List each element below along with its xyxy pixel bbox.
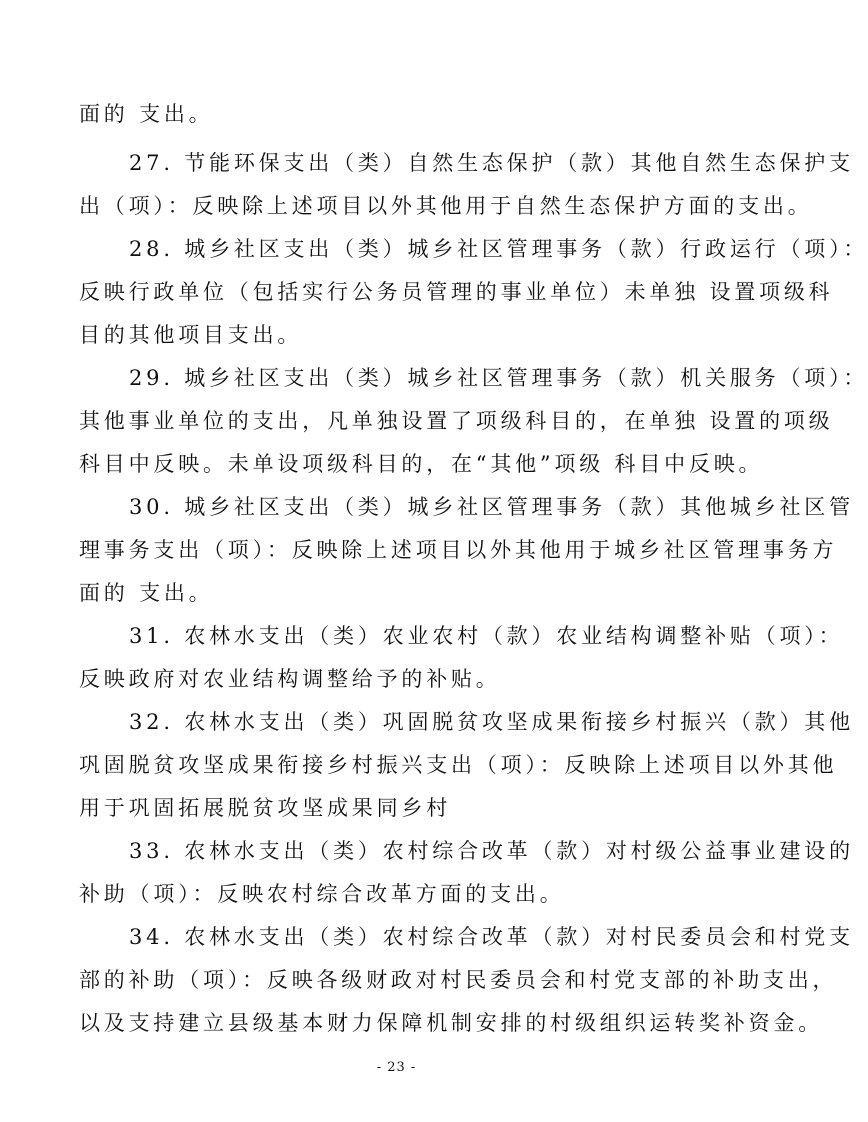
page-number: - 23 - bbox=[376, 1060, 417, 1075]
item-34-line-3: 以及支持建立县级基本财力保障机制安排的村级组织运转奖补资金。 bbox=[79, 1011, 823, 1035]
item-27-line-2: 出（项）：反映除上述项目以外其他用于自然生态保护方面的支出。 bbox=[79, 194, 813, 218]
item-31-line-1: 31. 农林水支出（类）农业农村（款）农业结构调整补贴（项）： bbox=[129, 624, 844, 648]
item-28-line-1: 28. 城乡社区支出（类）城乡社区管理事务（款）行政运行（项）： bbox=[129, 237, 868, 261]
item-34-line-1: 34. 农林水支出（类）农村综合改革（款）对村民委员会和村党支 bbox=[129, 925, 854, 949]
item-32-line-1: 32. 农林水支出（类）巩固脱贫攻坚成果衔接乡村振兴（款）其他 bbox=[129, 710, 854, 734]
item-31-line-2: 反映政府对农业结构调整给予的补贴。 bbox=[79, 667, 501, 691]
item-27-line-1: 27. 节能环保支出（类）自然生态保护（款）其他自然生态保护支 bbox=[129, 151, 854, 175]
text-line-continuation-26: 面的 支出。 bbox=[79, 102, 214, 126]
item-30-line-2: 理事务支出（项）：反映除上述项目以外其他用于城乡社区管理事务方 bbox=[79, 538, 838, 562]
item-33-line-2: 补助（项）：反映农村综合改革方面的支出。 bbox=[79, 882, 565, 906]
item-34-line-2: 部的补助（项）：反映各级财政对村民委员会和村党支部的补助支出， bbox=[79, 968, 838, 992]
item-32-line-2: 巩固脱贫攻坚成果衔接乡村振兴支出（项）：反映除上述项目以外其他 bbox=[79, 753, 838, 777]
item-29-line-3: 科目中反映。未单设项级科目的，在“其他”项级 科目中反映。 bbox=[79, 452, 764, 476]
item-30-line-1: 30. 城乡社区支出（类）城乡社区管理事务（款）其他城乡社区管 bbox=[129, 495, 854, 519]
item-32-line-3: 用于巩固拓展脱贫攻坚成果同乡村 bbox=[79, 796, 451, 820]
item-29-line-2: 其他事业单位的支出，凡单独设置了项级科目的，在单独 设置的项级 bbox=[79, 409, 834, 433]
item-33-line-1: 33. 农林水支出（类）农村综合改革（款）对村级公益事业建设的 bbox=[129, 839, 854, 863]
item-28-line-2: 反映行政单位（包括实行公务员管理的事业单位）未单独 设置项级科 bbox=[79, 280, 834, 304]
item-29-line-1: 29. 城乡社区支出（类）城乡社区管理事务（款）机关服务（项）： bbox=[129, 366, 868, 390]
item-30-line-3: 面的 支出。 bbox=[79, 581, 214, 605]
item-28-line-3: 目的其他项目支出。 bbox=[79, 323, 303, 347]
